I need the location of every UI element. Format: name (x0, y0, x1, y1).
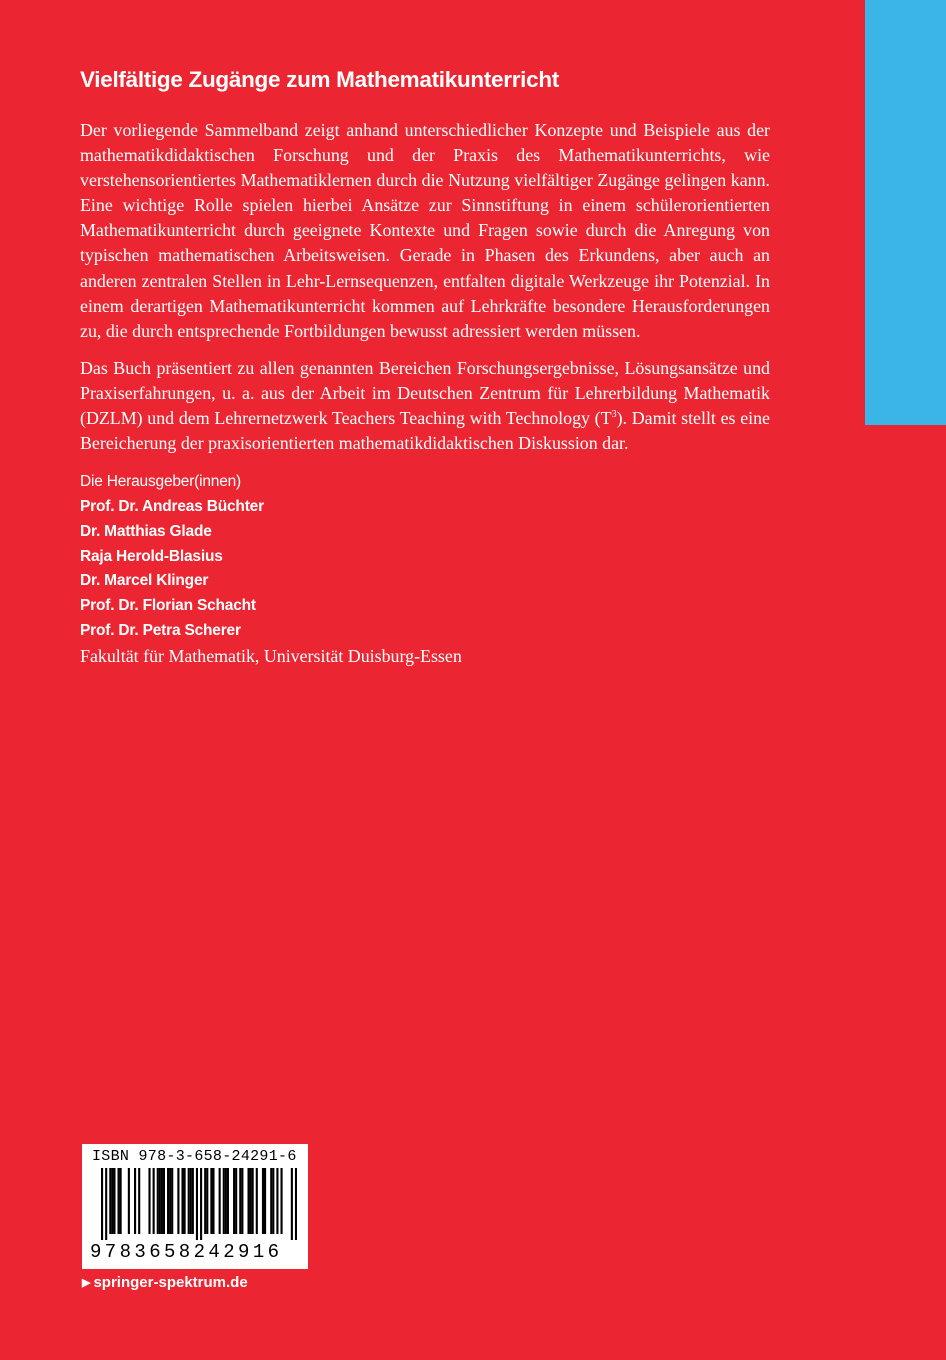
barcode-bar (105, 1168, 107, 1240)
barcode-bar (206, 1168, 208, 1234)
isbn-barcode (82, 1144, 308, 1269)
barcode-bar (159, 1168, 161, 1234)
editors-heading: Die Herausgeber(innen) (80, 473, 242, 491)
barcode-bar (113, 1168, 115, 1234)
barcode-bar (270, 1168, 272, 1234)
triangle-right-icon: ▶ (82, 1277, 91, 1289)
barcode-bar (235, 1168, 237, 1234)
barcode-bar (225, 1168, 227, 1234)
paragraph-2-text: Das Buch präsentiert zu allen genannten Bereichen Forschungsergebnisse, Lösungsansätze und Praxiserfahrungen, u. a. aus der Arbeit im Deutschen Zentrum für Lehrerbildung Mathematik (DZLM) und dem Lehrernetzwerk Teachers Teaching with Technology (T (80, 357, 770, 429)
book-title: Vielfältige Zugänge zum Mathematikunterricht (80, 67, 559, 92)
barcode-bar (247, 1168, 249, 1234)
isbn-label: ISBN 978-3-658-24291-6 (92, 1148, 297, 1165)
barcode-bar (241, 1168, 243, 1234)
description-paragraph-1: Der vorliegende Sammelband zeigt anhand unterschiedlicher Konzepte und Beispiele aus der mathematikdidaktischen Forschung und der Praxis des Mathematikunterrichts, wie verstehensorientiertes Mathematiklernen durch die Nutzung vielfältiger Zugänge gelingen kann. Eine wichtige Rolle spielen hierbei Ansätze zur Sinnstiftung in einem schülerorientierten Mathematikunterricht durch geeignete Kontexte und Fragen sowie durch die Anregung von typischen mathematischen Arbeitsweisen. Gerade in Phasen des Erkundens, aber auch an anderen zentralen Stellen in Lehr-Lernsequenzen, entfalten digitale Werkzeuge ihr Potenzial. In einem derartigen Mathematikunterricht kommen auf Lehrkräfte besondere Herausforderungen zu, die durch entsprechende Fortbildungen bewusst adressiert werden müssen. (80, 120, 770, 341)
barcode-bar (227, 1168, 229, 1234)
barcode-bar (101, 1168, 103, 1240)
barcode-bar (212, 1168, 214, 1234)
barcode-bar (233, 1168, 235, 1234)
barcode-bar (148, 1168, 150, 1234)
paragraph-2-superscript: 3 (611, 409, 617, 421)
barcode-bar (128, 1168, 130, 1234)
barcode-bar (192, 1168, 194, 1234)
editor-name: Prof. Dr. Petra Scherer (80, 622, 241, 639)
editor-name: Raja Herold-Blasius (80, 547, 223, 565)
description-paragraph-2 (80, 356, 770, 456)
barcode-bar (262, 1168, 264, 1234)
editors-affiliation: Fakultät für Mathematik, Universität Duisburg-Essen (80, 645, 462, 666)
barcode-bar (167, 1168, 169, 1234)
barcode-bar (177, 1168, 179, 1234)
paragraph-2-text-end: ). Damit stellt es eine Bereicherung der praxisorientierten mathematikdidaktischen Diskussion dar. (80, 408, 770, 454)
barcode-bar (161, 1168, 163, 1234)
barcode-bar (169, 1168, 171, 1234)
barcode-bar (184, 1168, 186, 1234)
accent-tab (865, 0, 946, 425)
editor-name: Prof. Dr. Florian Schacht (80, 597, 256, 615)
barcode-bar (295, 1168, 297, 1240)
editor-name: Dr. Matthias Glade (80, 522, 212, 540)
barcode-bar (252, 1168, 254, 1234)
barcode-bar (118, 1168, 120, 1234)
publisher-website-link[interactable] (82, 1274, 248, 1291)
back-cover-text (80, 62, 770, 669)
barcode-bar (111, 1168, 113, 1234)
barcode-bar (280, 1168, 282, 1234)
barcode-bar (276, 1168, 278, 1234)
barcode-bar (181, 1168, 183, 1234)
barcode-bar (219, 1168, 221, 1234)
barcode-bar (171, 1168, 173, 1234)
barcode-bar (200, 1168, 202, 1240)
barcode-bar (190, 1168, 192, 1234)
barcode-bar (250, 1168, 252, 1234)
barcode-bar (210, 1168, 212, 1234)
ean-digits: 9783658242916 (90, 1241, 283, 1263)
barcode-bar (256, 1168, 258, 1234)
barcode-bar (239, 1168, 241, 1234)
website-text: springer-spektrum.de (93, 1274, 248, 1291)
barcode-bar (153, 1168, 155, 1234)
barcode-bar (223, 1168, 225, 1234)
editor-name: Dr. Marcel Klinger (80, 572, 209, 590)
barcode-bar (188, 1168, 190, 1234)
barcode-bar (163, 1168, 165, 1234)
barcode-bar (134, 1168, 136, 1234)
barcode-bars (101, 1168, 297, 1240)
barcode-bar (196, 1168, 198, 1240)
barcode-bar (204, 1168, 206, 1234)
barcode-bar (291, 1168, 293, 1240)
barcode-bar (264, 1168, 266, 1234)
editor-name: Prof. Dr. Andreas Büchter (80, 498, 264, 516)
barcode-bar (157, 1168, 159, 1234)
barcode-bar (272, 1168, 274, 1234)
barcode-bar (120, 1168, 122, 1234)
barcode-bar (138, 1168, 140, 1234)
barcode-bar (109, 1168, 111, 1234)
